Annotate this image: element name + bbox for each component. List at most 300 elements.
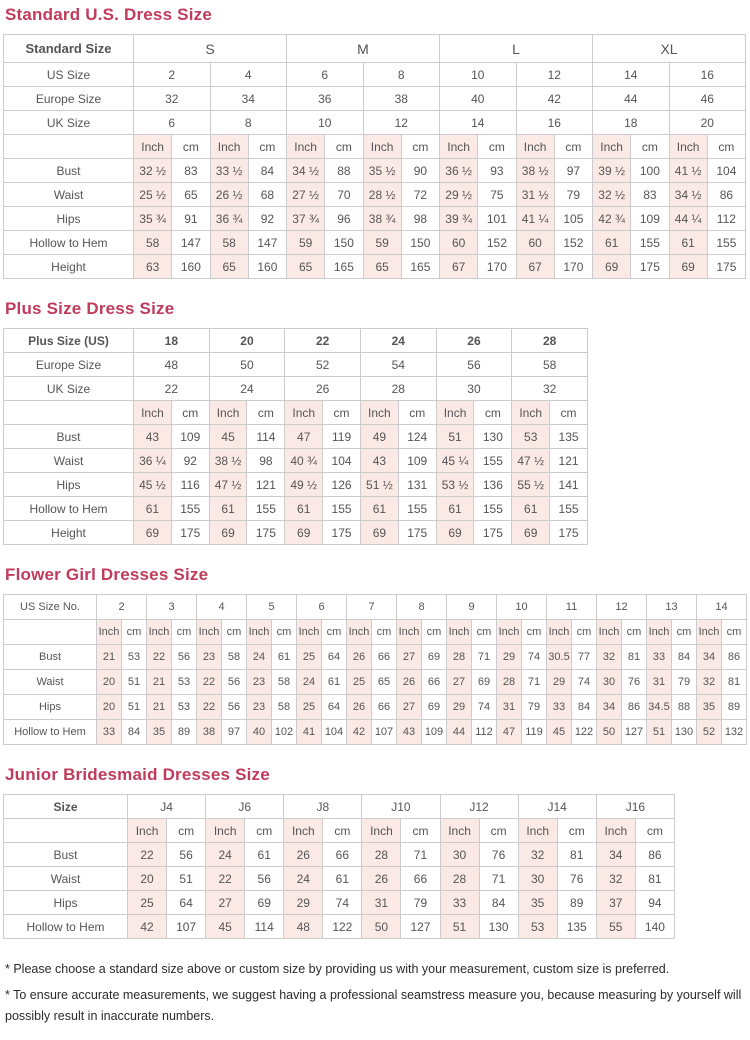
cm-value-cell: 94 bbox=[635, 891, 674, 915]
size-header-cell: 46 bbox=[669, 87, 746, 111]
cm-value-cell: 119 bbox=[323, 425, 361, 449]
cm-value-cell: 69 bbox=[422, 645, 447, 670]
cm-value-cell: 76 bbox=[557, 867, 596, 891]
inch-value-cell: 21 bbox=[147, 695, 172, 720]
row-label: Hollow to Hem bbox=[4, 231, 134, 255]
size-header-cell: 16 bbox=[516, 111, 593, 135]
cm-value-cell: 75 bbox=[478, 183, 516, 207]
row-label: US Size bbox=[4, 63, 134, 87]
inch-value-cell: 32 ½ bbox=[134, 159, 172, 183]
inch-value-cell: 67 bbox=[516, 255, 554, 279]
cm-value-cell: 88 bbox=[672, 695, 697, 720]
cm-value-cell: 155 bbox=[398, 497, 436, 521]
unit-cm-cell: cm bbox=[323, 819, 362, 843]
inch-value-cell: 59 bbox=[287, 231, 325, 255]
cm-value-cell: 81 bbox=[722, 670, 747, 695]
cm-value-cell: 69 bbox=[472, 670, 497, 695]
size-header-cell: 18 bbox=[593, 111, 670, 135]
inch-value-cell: 60 bbox=[516, 231, 554, 255]
size-header-cell: 12 bbox=[516, 63, 593, 87]
inch-value-cell: 33 bbox=[97, 720, 122, 745]
inch-value-cell: 25 bbox=[128, 891, 167, 915]
inch-value-cell: 23 bbox=[197, 645, 222, 670]
cm-value-cell: 92 bbox=[248, 207, 286, 231]
size-header-cell: 52 bbox=[285, 353, 361, 377]
junior-bridesmaid-table-grid bbox=[3, 794, 675, 939]
inch-value-cell: 44 ¼ bbox=[669, 207, 707, 231]
unit-inch-cell: Inch bbox=[647, 620, 672, 645]
unit-cm-cell: cm bbox=[478, 135, 516, 159]
inch-value-cell: 22 bbox=[147, 645, 172, 670]
inch-value-cell: 34.5 bbox=[647, 695, 672, 720]
cm-value-cell: 69 bbox=[245, 891, 284, 915]
inch-value-cell: 69 bbox=[285, 521, 323, 545]
cm-value-cell: 130 bbox=[672, 720, 697, 745]
cm-value-cell: 56 bbox=[222, 670, 247, 695]
inch-value-cell: 69 bbox=[436, 521, 474, 545]
inch-value-cell: 63 bbox=[134, 255, 172, 279]
inch-value-cell: 49 bbox=[360, 425, 398, 449]
inch-value-cell: 33 ½ bbox=[210, 159, 248, 183]
inch-value-cell: 69 bbox=[209, 521, 247, 545]
cm-value-cell: 132 bbox=[722, 720, 747, 745]
inch-value-cell: 38 bbox=[197, 720, 222, 745]
unit-inch-cell: Inch bbox=[284, 819, 323, 843]
cm-value-cell: 107 bbox=[372, 720, 397, 745]
cm-value-cell: 81 bbox=[635, 867, 674, 891]
inch-value-cell: 29 bbox=[447, 695, 472, 720]
inch-value-cell: 34 bbox=[596, 843, 635, 867]
inch-value-cell: 47 ½ bbox=[209, 473, 247, 497]
unit-cm-cell: cm bbox=[479, 819, 518, 843]
cm-value-cell: 155 bbox=[474, 449, 512, 473]
inch-value-cell: 51 ½ bbox=[360, 473, 398, 497]
unit-inch-cell: Inch bbox=[363, 135, 401, 159]
cm-value-cell: 175 bbox=[398, 521, 436, 545]
cm-value-cell: 136 bbox=[474, 473, 512, 497]
cm-value-cell: 84 bbox=[572, 695, 597, 720]
inch-value-cell: 31 ½ bbox=[516, 183, 554, 207]
cm-value-cell: 53 bbox=[172, 670, 197, 695]
cm-value-cell: 130 bbox=[474, 425, 512, 449]
inch-value-cell: 51 bbox=[647, 720, 672, 745]
size-header-cell: 22 bbox=[134, 377, 210, 401]
row-label: Bust bbox=[4, 645, 97, 670]
inch-value-cell: 22 bbox=[197, 695, 222, 720]
size-header-cell: 38 bbox=[363, 87, 440, 111]
inch-value-cell: 69 bbox=[593, 255, 631, 279]
size-header-cell: 40 bbox=[440, 87, 517, 111]
cm-value-cell: 175 bbox=[631, 255, 669, 279]
inch-value-cell: 29 bbox=[497, 645, 522, 670]
cm-value-cell: 51 bbox=[122, 695, 147, 720]
cm-value-cell: 122 bbox=[572, 720, 597, 745]
size-header-cell: 14 bbox=[697, 595, 747, 620]
size-header-cell: 3 bbox=[147, 595, 197, 620]
inch-value-cell: 29 bbox=[284, 891, 323, 915]
size-header-cell: 32 bbox=[512, 377, 588, 401]
row-label: Plus Size (US) bbox=[4, 329, 134, 353]
inch-value-cell: 69 bbox=[134, 521, 172, 545]
inch-value-cell: 65 bbox=[363, 255, 401, 279]
cm-value-cell: 77 bbox=[572, 645, 597, 670]
size-header-cell: 32 bbox=[134, 87, 211, 111]
inch-value-cell: 33 bbox=[547, 695, 572, 720]
inch-value-cell: 35 bbox=[697, 695, 722, 720]
inch-value-cell: 36 ¼ bbox=[134, 449, 172, 473]
inch-value-cell: 55 ½ bbox=[512, 473, 550, 497]
cm-value-cell: 152 bbox=[554, 231, 592, 255]
cm-value-cell: 170 bbox=[554, 255, 592, 279]
cm-value-cell: 160 bbox=[248, 255, 286, 279]
unit-cm-cell: cm bbox=[222, 620, 247, 645]
row-label-blank bbox=[4, 620, 97, 645]
inch-value-cell: 32 bbox=[697, 670, 722, 695]
cm-value-cell: 175 bbox=[474, 521, 512, 545]
cm-value-cell: 147 bbox=[172, 231, 210, 255]
size-header-cell: 24 bbox=[209, 377, 285, 401]
size-header-cell: 12 bbox=[363, 111, 440, 135]
cm-value-cell: 66 bbox=[323, 843, 362, 867]
row-label: Waist bbox=[4, 867, 128, 891]
inch-value-cell: 26 bbox=[362, 867, 401, 891]
size-header-cell: 50 bbox=[209, 353, 285, 377]
inch-value-cell: 53 ½ bbox=[436, 473, 474, 497]
inch-value-cell: 40 bbox=[247, 720, 272, 745]
size-header-cell: 48 bbox=[134, 353, 210, 377]
cm-value-cell: 155 bbox=[550, 497, 588, 521]
inch-value-cell: 37 bbox=[596, 891, 635, 915]
unit-cm-cell: cm bbox=[522, 620, 547, 645]
inch-value-cell: 25 bbox=[297, 645, 322, 670]
cm-value-cell: 72 bbox=[401, 183, 439, 207]
inch-value-cell: 24 bbox=[297, 670, 322, 695]
cm-value-cell: 147 bbox=[248, 231, 286, 255]
size-header-cell: 56 bbox=[436, 353, 512, 377]
inch-value-cell: 42 bbox=[128, 915, 167, 939]
size-header-cell: 10 bbox=[287, 111, 364, 135]
unit-cm-cell: cm bbox=[171, 401, 209, 425]
inch-value-cell: 34 bbox=[597, 695, 622, 720]
inch-value-cell: 61 bbox=[134, 497, 172, 521]
cm-value-cell: 126 bbox=[323, 473, 361, 497]
flower-girl-table-grid bbox=[3, 594, 747, 745]
cm-value-cell: 64 bbox=[167, 891, 206, 915]
cm-value-cell: 53 bbox=[122, 645, 147, 670]
inch-value-cell: 30 bbox=[597, 670, 622, 695]
row-label: UK Size bbox=[4, 111, 134, 135]
unit-inch-cell: Inch bbox=[697, 620, 722, 645]
cm-value-cell: 152 bbox=[478, 231, 516, 255]
inch-value-cell: 43 bbox=[360, 449, 398, 473]
unit-inch-cell: Inch bbox=[593, 135, 631, 159]
inch-value-cell: 34 ½ bbox=[669, 183, 707, 207]
cm-value-cell: 66 bbox=[372, 695, 397, 720]
size-header-cell: 36 bbox=[287, 87, 364, 111]
cm-value-cell: 58 bbox=[222, 645, 247, 670]
section-title-junior-bridesmaid: Junior Bridesmaid Dresses Size bbox=[5, 765, 270, 784]
cm-value-cell: 150 bbox=[325, 231, 363, 255]
size-header-cell: 12 bbox=[597, 595, 647, 620]
unit-inch-cell: Inch bbox=[297, 620, 322, 645]
unit-cm-cell: cm bbox=[635, 819, 674, 843]
plus-size-table bbox=[3, 328, 747, 545]
size-header-cell: 28 bbox=[512, 329, 588, 353]
inch-value-cell: 26 bbox=[397, 670, 422, 695]
inch-value-cell: 43 bbox=[397, 720, 422, 745]
cm-value-cell: 74 bbox=[472, 695, 497, 720]
inch-value-cell: 32 bbox=[596, 867, 635, 891]
inch-value-cell: 47 ½ bbox=[512, 449, 550, 473]
inch-value-cell: 35 ½ bbox=[363, 159, 401, 183]
inch-value-cell: 69 bbox=[512, 521, 550, 545]
inch-value-cell: 22 bbox=[128, 843, 167, 867]
cm-value-cell: 135 bbox=[557, 915, 596, 939]
inch-value-cell: 20 bbox=[97, 670, 122, 695]
size-header-cell: 6 bbox=[297, 595, 347, 620]
cm-value-cell: 86 bbox=[722, 645, 747, 670]
row-label: Hips bbox=[4, 207, 134, 231]
size-header-cell: 42 bbox=[516, 87, 593, 111]
row-label: Hips bbox=[4, 891, 128, 915]
size-header-cell: 4 bbox=[197, 595, 247, 620]
unit-cm-cell: cm bbox=[167, 819, 206, 843]
inch-value-cell: 25 ½ bbox=[134, 183, 172, 207]
footnote-seamstress: * To ensure accurate measurements, we suggest having a professional seamstress measure you, because measuring by yourself will possibly result in inaccurate numbers. bbox=[5, 988, 742, 1023]
cm-value-cell: 155 bbox=[631, 231, 669, 255]
inch-value-cell: 61 bbox=[285, 497, 323, 521]
cm-value-cell: 104 bbox=[323, 449, 361, 473]
cm-value-cell: 116 bbox=[171, 473, 209, 497]
inch-value-cell: 26 bbox=[347, 695, 372, 720]
row-label: Waist bbox=[4, 449, 134, 473]
inch-value-cell: 30.5 bbox=[547, 645, 572, 670]
size-header-cell: L bbox=[440, 35, 593, 63]
cm-value-cell: 84 bbox=[672, 645, 697, 670]
section-flower-girl bbox=[3, 565, 747, 745]
cm-value-cell: 61 bbox=[322, 670, 347, 695]
inch-value-cell: 26 bbox=[284, 843, 323, 867]
size-header-cell: 7 bbox=[347, 595, 397, 620]
cm-value-cell: 141 bbox=[550, 473, 588, 497]
inch-value-cell: 34 ½ bbox=[287, 159, 325, 183]
inch-value-cell: 45 bbox=[206, 915, 245, 939]
unit-cm-cell: cm bbox=[572, 620, 597, 645]
inch-value-cell: 43 bbox=[134, 425, 172, 449]
size-header-cell: J10 bbox=[362, 795, 440, 819]
inch-value-cell: 28 bbox=[447, 645, 472, 670]
inch-value-cell: 20 bbox=[97, 695, 122, 720]
cm-value-cell: 97 bbox=[554, 159, 592, 183]
standard-size-table-grid bbox=[3, 34, 746, 279]
cm-value-cell: 89 bbox=[172, 720, 197, 745]
cm-value-cell: 119 bbox=[522, 720, 547, 745]
inch-value-cell: 28 bbox=[362, 843, 401, 867]
size-header-cell: M bbox=[287, 35, 440, 63]
cm-value-cell: 79 bbox=[554, 183, 592, 207]
unit-inch-cell: Inch bbox=[597, 620, 622, 645]
cm-value-cell: 105 bbox=[554, 207, 592, 231]
inch-value-cell: 53 bbox=[518, 915, 557, 939]
inch-value-cell: 33 bbox=[647, 645, 672, 670]
inch-value-cell: 39 ¾ bbox=[440, 207, 478, 231]
section-title-flower-girl: Flower Girl Dresses Size bbox=[5, 565, 209, 584]
cm-value-cell: 71 bbox=[479, 867, 518, 891]
inch-value-cell: 42 ¾ bbox=[593, 207, 631, 231]
cm-value-cell: 114 bbox=[245, 915, 284, 939]
section-junior-bridesmaid bbox=[3, 765, 747, 939]
cm-value-cell: 51 bbox=[122, 670, 147, 695]
inch-value-cell: 26 bbox=[347, 645, 372, 670]
cm-value-cell: 98 bbox=[401, 207, 439, 231]
unit-inch-cell: Inch bbox=[440, 819, 479, 843]
cm-value-cell: 131 bbox=[398, 473, 436, 497]
cm-value-cell: 61 bbox=[323, 867, 362, 891]
row-label: Size bbox=[4, 795, 128, 819]
size-header-cell: 10 bbox=[497, 595, 547, 620]
size-header-cell: 26 bbox=[436, 329, 512, 353]
inch-value-cell: 32 bbox=[597, 645, 622, 670]
unit-cm-cell: cm bbox=[172, 135, 210, 159]
cm-value-cell: 175 bbox=[550, 521, 588, 545]
inch-value-cell: 36 ½ bbox=[440, 159, 478, 183]
inch-value-cell: 39 ½ bbox=[593, 159, 631, 183]
cm-value-cell: 83 bbox=[631, 183, 669, 207]
section-standard-size bbox=[3, 5, 747, 279]
cm-value-cell: 109 bbox=[171, 425, 209, 449]
flower-girl-table bbox=[3, 594, 747, 745]
size-header-cell: J8 bbox=[284, 795, 362, 819]
standard-size-table bbox=[3, 34, 747, 279]
unit-cm-cell: cm bbox=[472, 620, 497, 645]
cm-value-cell: 71 bbox=[401, 843, 440, 867]
size-header-cell: 20 bbox=[209, 329, 285, 353]
inch-value-cell: 65 bbox=[210, 255, 248, 279]
cm-value-cell: 112 bbox=[707, 207, 745, 231]
size-header-cell: 2 bbox=[97, 595, 147, 620]
unit-inch-cell: Inch bbox=[669, 135, 707, 159]
size-header-cell: 11 bbox=[547, 595, 597, 620]
row-label: Waist bbox=[4, 670, 97, 695]
cm-value-cell: 58 bbox=[272, 670, 297, 695]
inch-value-cell: 24 bbox=[206, 843, 245, 867]
cm-value-cell: 81 bbox=[557, 843, 596, 867]
inch-value-cell: 38 ½ bbox=[209, 449, 247, 473]
inch-value-cell: 49 ½ bbox=[285, 473, 323, 497]
footnotes bbox=[3, 959, 747, 1027]
inch-value-cell: 31 bbox=[497, 695, 522, 720]
size-header-cell: J4 bbox=[128, 795, 206, 819]
inch-value-cell: 69 bbox=[360, 521, 398, 545]
size-header-cell: 18 bbox=[134, 329, 210, 353]
unit-cm-cell: cm bbox=[554, 135, 592, 159]
size-header-cell: 9 bbox=[447, 595, 497, 620]
inch-value-cell: 33 bbox=[440, 891, 479, 915]
cm-value-cell: 97 bbox=[222, 720, 247, 745]
cm-value-cell: 84 bbox=[248, 159, 286, 183]
cm-value-cell: 135 bbox=[550, 425, 588, 449]
cm-value-cell: 74 bbox=[522, 645, 547, 670]
unit-cm-cell: cm bbox=[272, 620, 297, 645]
unit-inch-cell: Inch bbox=[440, 135, 478, 159]
unit-cm-cell: cm bbox=[172, 620, 197, 645]
section-plus-size bbox=[3, 299, 747, 545]
inch-value-cell: 31 bbox=[647, 670, 672, 695]
unit-cm-cell: cm bbox=[247, 401, 285, 425]
row-label: Hips bbox=[4, 473, 134, 497]
inch-value-cell: 50 bbox=[597, 720, 622, 745]
size-header-cell: 8 bbox=[397, 595, 447, 620]
size-header-cell: 6 bbox=[134, 111, 211, 135]
inch-value-cell: 26 ½ bbox=[210, 183, 248, 207]
inch-value-cell: 22 bbox=[197, 670, 222, 695]
plus-size-table-grid bbox=[3, 328, 588, 545]
cm-value-cell: 70 bbox=[325, 183, 363, 207]
size-header-cell: J6 bbox=[206, 795, 284, 819]
inch-value-cell: 61 bbox=[436, 497, 474, 521]
row-label: Hollow to Hem bbox=[4, 915, 128, 939]
unit-inch-cell: Inch bbox=[128, 819, 167, 843]
unit-inch-cell: Inch bbox=[210, 135, 248, 159]
row-label-blank bbox=[4, 135, 134, 159]
size-header-cell: 8 bbox=[210, 111, 287, 135]
inch-value-cell: 53 bbox=[512, 425, 550, 449]
inch-value-cell: 61 bbox=[209, 497, 247, 521]
cm-value-cell: 92 bbox=[171, 449, 209, 473]
cm-value-cell: 170 bbox=[478, 255, 516, 279]
cm-value-cell: 69 bbox=[422, 695, 447, 720]
row-label: Europe Size bbox=[4, 87, 134, 111]
cm-value-cell: 130 bbox=[479, 915, 518, 939]
inch-value-cell: 23 bbox=[247, 695, 272, 720]
cm-value-cell: 71 bbox=[472, 645, 497, 670]
inch-value-cell: 61 bbox=[669, 231, 707, 255]
inch-value-cell: 41 bbox=[297, 720, 322, 745]
cm-value-cell: 74 bbox=[323, 891, 362, 915]
size-header-cell: 14 bbox=[440, 111, 517, 135]
unit-cm-cell: cm bbox=[631, 135, 669, 159]
cm-value-cell: 91 bbox=[172, 207, 210, 231]
inch-value-cell: 44 bbox=[447, 720, 472, 745]
cm-value-cell: 160 bbox=[172, 255, 210, 279]
cm-value-cell: 65 bbox=[372, 670, 397, 695]
cm-value-cell: 90 bbox=[401, 159, 439, 183]
cm-value-cell: 66 bbox=[372, 645, 397, 670]
cm-value-cell: 61 bbox=[272, 645, 297, 670]
cm-value-cell: 79 bbox=[672, 670, 697, 695]
unit-inch-cell: Inch bbox=[147, 620, 172, 645]
cm-value-cell: 102 bbox=[272, 720, 297, 745]
inch-value-cell: 51 bbox=[436, 425, 474, 449]
inch-value-cell: 32 bbox=[518, 843, 557, 867]
unit-cm-cell: cm bbox=[122, 620, 147, 645]
size-header-cell: 6 bbox=[287, 63, 364, 87]
inch-value-cell: 61 bbox=[593, 231, 631, 255]
cm-value-cell: 71 bbox=[522, 670, 547, 695]
cm-value-cell: 127 bbox=[401, 915, 440, 939]
size-header-cell: 28 bbox=[360, 377, 436, 401]
cm-value-cell: 155 bbox=[707, 231, 745, 255]
cm-value-cell: 93 bbox=[478, 159, 516, 183]
cm-value-cell: 74 bbox=[572, 670, 597, 695]
unit-inch-cell: Inch bbox=[596, 819, 635, 843]
size-header-cell: XL bbox=[593, 35, 746, 63]
unit-cm-cell: cm bbox=[422, 620, 447, 645]
inch-value-cell: 38 ¾ bbox=[363, 207, 401, 231]
cm-value-cell: 140 bbox=[635, 915, 674, 939]
unit-cm-cell: cm bbox=[398, 401, 436, 425]
section-title-standard-size: Standard U.S. Dress Size bbox=[5, 5, 212, 24]
